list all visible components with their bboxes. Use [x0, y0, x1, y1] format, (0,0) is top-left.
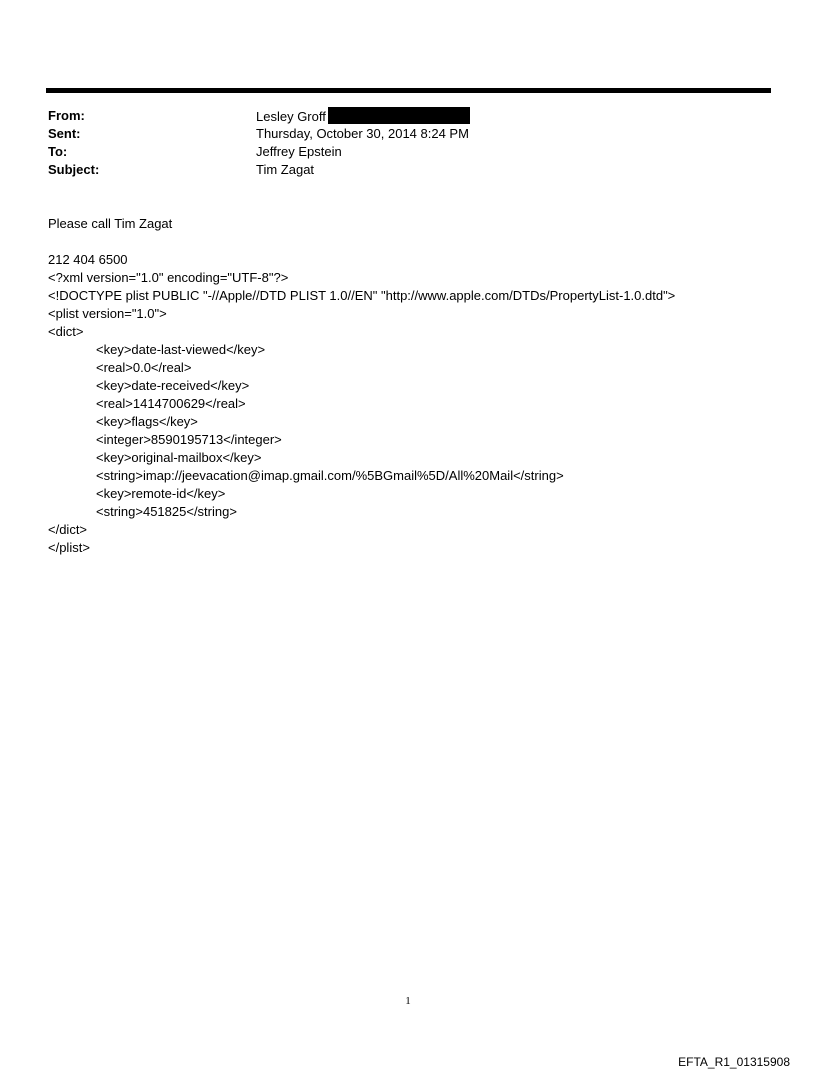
- plist-line: <key>original-mailbox</key>: [96, 450, 262, 465]
- plist-line: <key>date-last-viewed</key>: [96, 342, 266, 357]
- sent-label: Sent:: [48, 126, 81, 141]
- plist-line: <dict>: [48, 324, 84, 339]
- plist-line: <real>0.0</real>: [96, 360, 192, 375]
- plist-line: <string>451825</string>: [96, 504, 237, 519]
- spacer: [48, 233, 788, 251]
- sent-row: [48, 125, 768, 143]
- plist-line: <integer>8590195713</integer>: [96, 432, 282, 447]
- plist-line: <plist version="1.0">: [48, 306, 167, 321]
- plist-line: </plist>: [48, 540, 90, 555]
- header-rule: [46, 88, 771, 93]
- from-row: [48, 107, 768, 125]
- page-number: 1: [405, 995, 411, 1007]
- subject-label: Subject:: [48, 162, 100, 177]
- subject-row: [48, 161, 768, 179]
- body-message: Please call Tim Zagat: [48, 216, 173, 231]
- plist-line: <string>imap://jeevacation@imap.gmail.com/%5BGmail%5D/All%20Mail</string>: [96, 468, 564, 483]
- plist-line: <real>1414700629</real>: [96, 396, 246, 411]
- to-label: To:: [48, 144, 68, 159]
- from-value: [256, 107, 768, 125]
- from-name: Lesley Groff: [256, 109, 326, 124]
- sent-value: Thursday, October 30, 2014 8:24 PM: [256, 126, 469, 141]
- body-phone: 212 404 6500: [48, 252, 128, 267]
- plist-line: <key>remote-id</key>: [96, 486, 226, 501]
- plist-line: <!DOCTYPE plist PUBLIC "-//Apple//DTD PLIST 1.0//EN" "http://www.apple.com/DTDs/PropertyList-1.0.dtd">: [48, 288, 676, 303]
- plist-line: <key>date-received</key>: [96, 378, 250, 393]
- email-header: [48, 107, 768, 179]
- plist-line: <?xml version="1.0" encoding="UTF-8"?>: [48, 270, 289, 285]
- plist-line: </dict>: [48, 522, 88, 537]
- plist-line: <key>flags</key>: [96, 414, 198, 429]
- redaction-box: [328, 107, 470, 124]
- email-body: [48, 215, 788, 557]
- subject-value: Tim Zagat: [256, 162, 315, 177]
- to-row: [48, 143, 768, 161]
- to-value: Jeffrey Epstein: [256, 144, 342, 159]
- bates-number: EFTA_R1_01315908: [678, 1055, 790, 1069]
- from-label: From:: [48, 108, 85, 123]
